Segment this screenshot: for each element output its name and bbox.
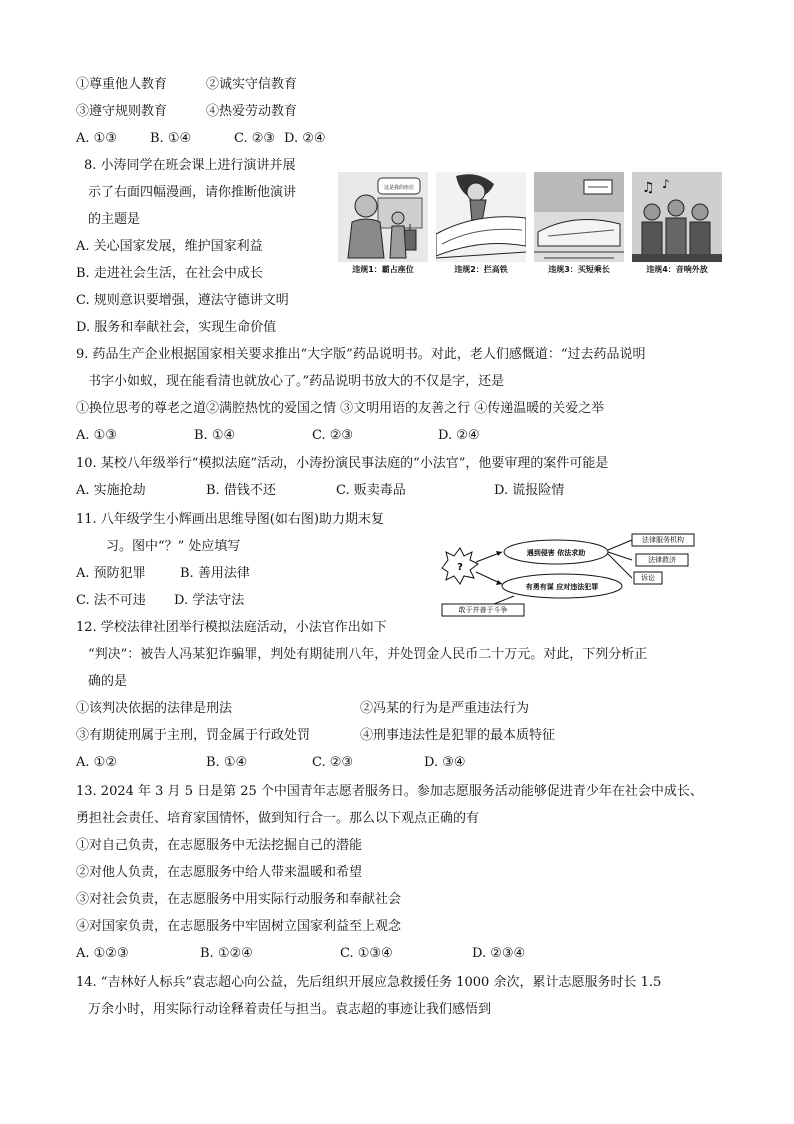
mind-map-diagram <box>432 528 702 628</box>
q12-answer-b: B. ①④ <box>206 755 248 770</box>
statement-2: ②诚实守信教育 <box>206 77 298 92</box>
q9-answer-b: B. ①④ <box>194 428 236 443</box>
q12-answer-c: C. ②③ <box>312 755 354 770</box>
cartoon-2-caption: 违规2：拦高铁 <box>454 265 508 274</box>
cartoon-3-caption: 违规3：买短乘长 <box>548 265 610 274</box>
q11-answer-c: C. 法不可违 <box>76 593 146 608</box>
q13-statement-1: ①对自己负责，在志愿服务中无法挖掘自己的潜能 <box>76 838 363 853</box>
cartoon-loud-speaker-image <box>632 172 722 262</box>
answer-c: C. ②③ <box>234 131 276 146</box>
q12-statement-1: ①该判决依据的法律是刑法 <box>76 701 233 716</box>
q13-stem-1: 13. 2024 年 3 月 5 日是第 25 个中国青年志愿者服务日。参加志愿服务活动能够促进青少年在社会中成长、 <box>76 784 703 799</box>
q13-statement-3: ③对社会负责，在志愿服务中用实际行动服务和奉献社会 <box>76 892 402 907</box>
mind-map-right-1: 法律服务机构 <box>642 536 684 544</box>
svg-text:♪: ♪ <box>662 177 670 191</box>
q8-option-d: D. 服务和奉献社会，实现生命价值 <box>76 320 277 335</box>
q9-stem-2: 书字小如蚁，现在能看清也就放心了。”药品说明书放大的不仅是字，还是 <box>88 374 505 389</box>
cartoon-panel-3 <box>534 172 624 280</box>
statement-4: ④热爱劳动教育 <box>206 104 298 119</box>
mind-map-node-help: 遇到侵害 依法求助 <box>526 549 586 557</box>
q8-option-a: A. 关心国家发展，维护国家利益 <box>76 239 263 254</box>
answer-a: A. ①③ <box>76 131 117 146</box>
q9-answer-c: C. ②③ <box>312 428 354 443</box>
cartoon-panel-1 <box>338 172 428 280</box>
mind-map-right-2: 法律救济 <box>648 556 676 564</box>
q10-stem: 10. 某校八年级举行“模拟法庭”活动，小涛扮演民事法庭的“小法官”，他要审理的案件可能是 <box>76 456 609 471</box>
cartoon-4-caption: 违规4：音响外放 <box>646 265 708 274</box>
q10-answer-d: D. 谎报险情 <box>494 483 565 498</box>
q8-option-c: C. 规则意识要增强，遵法守德讲文明 <box>76 293 289 308</box>
q12-statement-2: ②冯某的行为是严重违法行为 <box>360 701 530 716</box>
q13-answer-a: A. ①②③ <box>76 946 129 961</box>
svg-text:♫: ♫ <box>642 180 655 196</box>
cartoon-1-sign: 这是我的座位 <box>383 185 415 191</box>
answer-b: B. ①④ <box>150 131 192 146</box>
mind-map-bottom: 敢于并善于斗争 <box>458 606 508 614</box>
cartoon-panel-4 <box>632 172 722 280</box>
q13-stem-2: 勇担社会责任、培育家国情怀，做到知行合一。那么以下观点正确的有 <box>76 811 480 826</box>
q8-stem-2: 示了右面四幅漫画，请你推断他演讲 <box>88 185 297 200</box>
q12-stem-2: “判决”：被告人冯某犯诈骗罪，判处有期徒刑八年，并处罚金人民币二十万元。对此，下列分析正 <box>88 647 648 662</box>
q12-answer-a: A. ①② <box>76 755 117 770</box>
q12-stem-3: 确的是 <box>88 674 128 689</box>
mind-map-question-mark: ? <box>457 562 463 573</box>
q8-stem-1: 8. 小涛同学在班会课上进行演讲并展 <box>84 158 296 173</box>
q10-answer-b: B. 借钱不还 <box>206 483 276 498</box>
q13-statement-4: ④对国家负责，在志愿服务中牢固树立国家利益至上观念 <box>76 919 402 934</box>
q13-answer-b: B. ①②④ <box>200 946 253 961</box>
cartoon-seat-hogging-image <box>338 172 428 262</box>
mind-map-node-respond: 有勇有谋 应对违法犯罪 <box>525 583 599 591</box>
q12-answer-d: D. ③④ <box>424 755 466 770</box>
cartoon-strip <box>338 172 726 280</box>
statement-3: ③遵守规则教育 <box>76 104 168 119</box>
q10-answer-c: C. 贩卖毒品 <box>336 483 406 498</box>
q13-answer-d: D. ②③④ <box>472 946 526 961</box>
cartoon-panel-2 <box>436 172 526 280</box>
q12-statement-4: ④刑事违法性是犯罪的最本质特征 <box>360 728 556 743</box>
q12-statement-3: ③有期徒刑属于主刑，罚金属于行政处罚 <box>76 728 311 743</box>
q8-stem-3: 的主题是 <box>88 212 141 227</box>
answer-d: D. ②④ <box>284 131 326 146</box>
q9-statements: ①换位思考的尊老之道②满腔热忱的爱国之情 ③文明用语的友善之行 ④传递温暖的关爱之举 <box>76 401 605 416</box>
q9-answer-a: A. ①③ <box>76 428 117 443</box>
q13-statement-2: ②对他人负责，在志愿服务中给人带来温暖和希望 <box>76 865 363 880</box>
cartoon-1-caption: 违规1：霸占座位 <box>352 265 414 274</box>
q9-stem-1: 9. 药品生产企业根据国家相关要求推出“大字版”药品说明书。对此，老人们感慨道：“过去药品说明 <box>76 347 646 362</box>
q13-answer-c: C. ①③④ <box>340 946 393 961</box>
q11-answer-b: B. 善用法律 <box>180 566 250 581</box>
q11-stem-2: 习。图中“？” 处应填写 <box>106 539 241 554</box>
mind-map-right-3: 诉讼 <box>641 574 655 582</box>
q14-stem-1: 14. “吉林好人标兵”袁志超心向公益，先后组织开展应急救援任务 1000 余次，累计志愿服务时长 1.5 <box>76 975 662 990</box>
q14-stem-2: 万余小时，用实际行动诠释着责任与担当。袁志超的事迹让我们感悟到 <box>88 1002 492 1017</box>
q11-answer-d: D. 学法守法 <box>174 593 245 608</box>
q8-option-b: B. 走进社会生活，在社会中成长 <box>76 266 263 281</box>
q10-answer-a: A. 实施抢劫 <box>76 483 146 498</box>
q9-answer-d: D. ②④ <box>438 428 480 443</box>
q11-answer-a: A. 预防犯罪 <box>76 566 146 581</box>
cartoon-train-blocking-image <box>436 172 526 262</box>
cartoon-ticket-evasion-image <box>534 172 624 262</box>
q11-stem-1: 11. 八年级学生小辉画出思维导图(如右图)助力期末复 <box>76 512 384 527</box>
q12-stem-1: 12. 学校法律社团举行模拟法庭活动，小法官作出如下 <box>76 620 387 635</box>
statement-1: ①尊重他人教育 <box>76 77 168 92</box>
